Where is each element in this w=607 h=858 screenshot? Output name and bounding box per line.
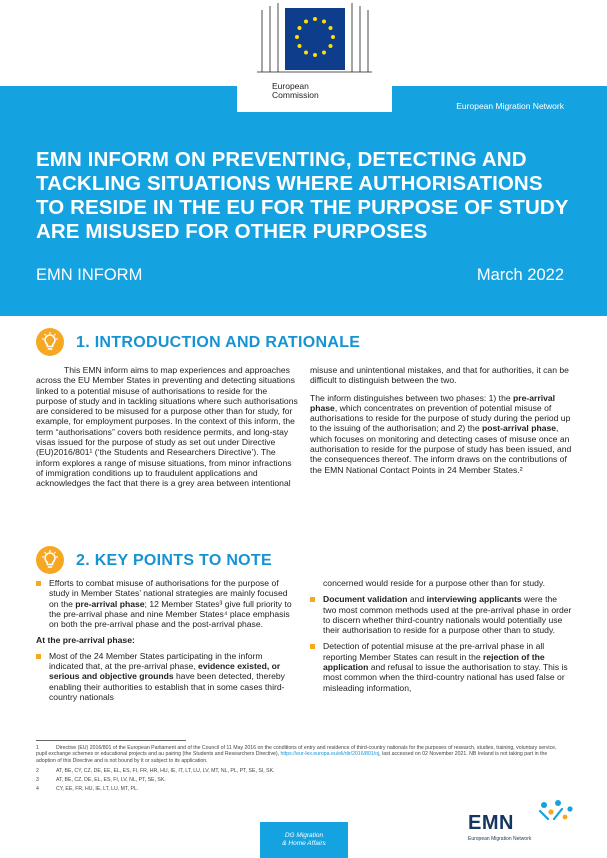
dg-home-badge: DG Migration & Home Affairs <box>260 822 348 858</box>
doc-date: March 2022 <box>476 266 564 284</box>
network-label: European Migration Network <box>456 101 564 111</box>
section1-right-column <box>310 365 572 482</box>
footnote: 2 AT, BE, CY, CZ, DE, EE, EL, ES, FI, FR, HR, HU, IE, IT, LT, LU, LV, MT, NL, PL, PT, SE, SI, SK. <box>36 768 275 774</box>
logo-line1: European <box>272 81 309 91</box>
phases-paragraph: The inform distinguishes between two phases: 1) the pre-arrival phase, which concentrates on prevention of potential misuse of authorisations to reside for the purpose of study during the period up to the issuing of the authorisation; and 2) the post-arrival phase, which focuses on monitoring and detecting cases of misuse once an authorisation to reside for the purpose of study has been issued, and the consequences thereof. The inform draws on the contributions of the EMN National Contact Points in 24 Member States.² <box>310 392 572 475</box>
lightbulb-icon <box>36 546 64 574</box>
footnote: 3 AT, BE, CZ, DE, EL, ES, FI, LV, NL, PT, SE, SK. <box>36 777 166 783</box>
pre-arrival-term: pre-arrival phase <box>310 392 556 413</box>
section1-left-column <box>36 365 298 496</box>
emn-logo-word: EMN <box>468 812 514 834</box>
post-arrival-term: post-arrival phase <box>482 423 557 434</box>
subheading: At the pre-arrival phase: <box>36 635 135 646</box>
ec-building-icon <box>252 0 377 74</box>
list-item: Detection of potential misuse at the pre-arrival phase in all reporting Member States can result in the rejection of the application and refusal to issue the authorisation to stay. This is most common when the third-country national has used false or misleading information, <box>310 641 572 692</box>
section2-left-column <box>36 578 298 708</box>
footnote-divider <box>36 740 186 741</box>
doc-type: EMN INFORM <box>36 266 143 284</box>
section2-right-column <box>310 578 572 699</box>
lightbulb-icon <box>36 328 64 356</box>
page-title: EMN INFORM ON PREVENTING, DETECTING AND TACKLING SITUATIONS WHERE AUTHORISATIONS TO RESIDE IN THE EU FOR THE PURPOSE OF STUDY ARE MISUSED FOR OTHER PURPOSES <box>36 148 569 243</box>
list-item: Efforts to combat misuse of authorisations for the purpose of study in Member States’ national strategies are mainly focused on the pre-arrival phase; 12 Member States³ give full priority to the pre-arrival phase and nine Member States⁴ place emphasis on both the pre-arrival phase and the post-arrival phase. <box>36 578 298 629</box>
logo-line2: Commission <box>272 90 319 100</box>
intro-paragraph: This EMN inform aims to map experiences and approaches across the EU Member States in preventing and detecting situations linked to a potential misuse of authorisations to reside for the purpose of study and in tackling situations where such authorisations are considered to be misused for a purpose other than for study, for example, for employment purposes. In the context of this inform, the term “authorisations” covers both residence permits, and long-stay visas issued for the purpose of study as set out under Directive (EU)2016/801¹ (‘the Students and Researchers Directive’). The inform explores a range of misuse situations, from minor infractions of immigration conditions up to fraudulent applications and acknowledges the fact that there is a grey area between intentional <box>36 365 298 489</box>
footnote: 1 Directive (EU) 2016/801 of the European Parliament and of the Council of 11 May 2016 on the conditions of entry and residence of third-country nationals for the purposes of research, studies, training, voluntary service, pupil exchange schemes or educational projects and au pairing (the Students and Researchers Directive), https://eur-lex.europa.eu/eli/dir/2016/801/oj, last accessed on 02 November 2021. NB Ireland is not taking part in the adoption of this Directive and is not bound by it or subject to its application. <box>36 745 557 764</box>
intro-continuation: misuse and unintentional mistakes, and that for authorities, it can be difficult to distinguish between the two. <box>310 365 569 386</box>
list-item: Most of the 24 Member States participating in the inform indicated that, at the pre-arrival phase, evidence existed, or serious and objective grounds have been detected, thereby enabling their authorities to establish that in some cases third-country nationals <box>36 651 298 702</box>
list-item-continuation: concerned would reside for a purpose other than for study. <box>323 578 545 588</box>
directive-link[interactable]: https://eur-lex.europa.eu/eli/dir/2016/801/oj <box>280 751 380 758</box>
ec-logo-text <box>272 82 319 100</box>
section2-title: 2. KEY POINTS TO NOTE <box>76 552 272 569</box>
footnote: 4 CY, EE, FR, HU, IE, LT, LU, MT, PL. <box>36 786 139 792</box>
section1-title: 1. INTRODUCTION AND RATIONALE <box>76 334 361 351</box>
emn-logo-subtitle: European Migration Network <box>468 836 532 842</box>
list-item: Document validation and interviewing applicants were the two most common methods used at the pre-arrival phase in order to discern whether third-country nationals would potentially use their authorisation to reside for a purpose other than to study. <box>310 594 572 635</box>
